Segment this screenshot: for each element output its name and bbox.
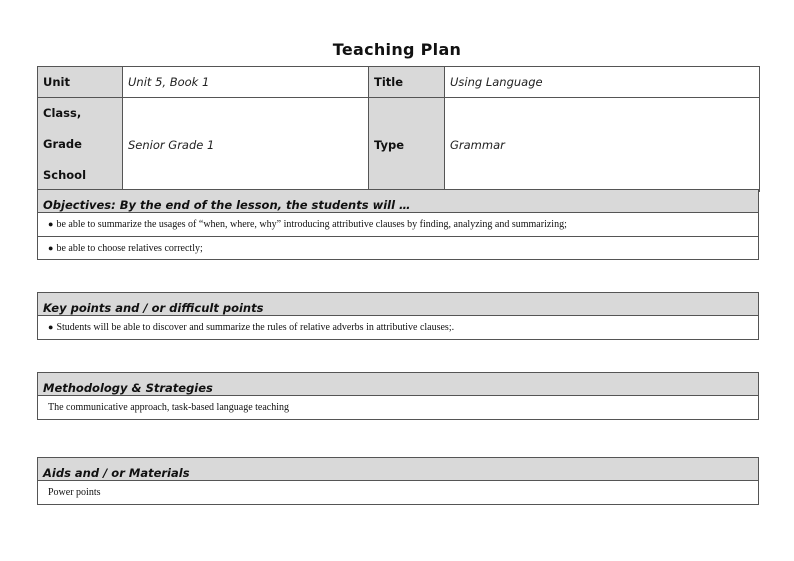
key-point-text: Students will be able to discover and summarize the rules of relative adverbs in attributive clauses;. [56,322,455,333]
page-title: Teaching Plan [332,40,462,59]
key-points-section [37,292,759,340]
methodology-text: The communicative approach, task-based language teaching [48,402,290,413]
key-point-item [38,316,758,339]
title-label: Title [369,67,445,98]
objective-text: be able to choose relatives correctly; [56,243,203,254]
class-label-line-1: Class, Grade [43,106,82,151]
aids-section [37,457,759,505]
bullet-icon: ● [48,219,54,229]
info-row-unit [38,67,760,98]
type-value: Grammar [445,98,760,192]
bullet-icon: ● [48,322,54,332]
objective-item [38,213,758,236]
aids-header: Aids and / or Materials [38,458,758,481]
methodology-header: Methodology & Strategies [38,373,758,396]
objective-text: be able to summarize the usages of “when, where, why” introducing attributive clauses by finding, analyzing and summarizing; [56,219,567,230]
class-label [38,98,123,192]
info-row-class [38,98,760,192]
objectives-header: Objectives: By the end of the lesson, the students will … [38,190,758,213]
objective-item [38,236,758,259]
unit-label: Unit [38,67,123,98]
objectives-section [37,189,759,260]
class-label-line-2: School [43,168,87,182]
unit-value: Unit 5, Book 1 [123,67,369,98]
class-value: Senior Grade 1 [123,98,369,192]
bullet-icon: ● [48,243,54,253]
type-label: Type [369,98,445,192]
title-value: Using Language [445,67,760,98]
info-table [37,66,760,192]
aids-text: Power points [48,487,101,498]
key-points-header: Key points and / or difficult points [38,293,758,316]
methodology-section [37,372,759,420]
